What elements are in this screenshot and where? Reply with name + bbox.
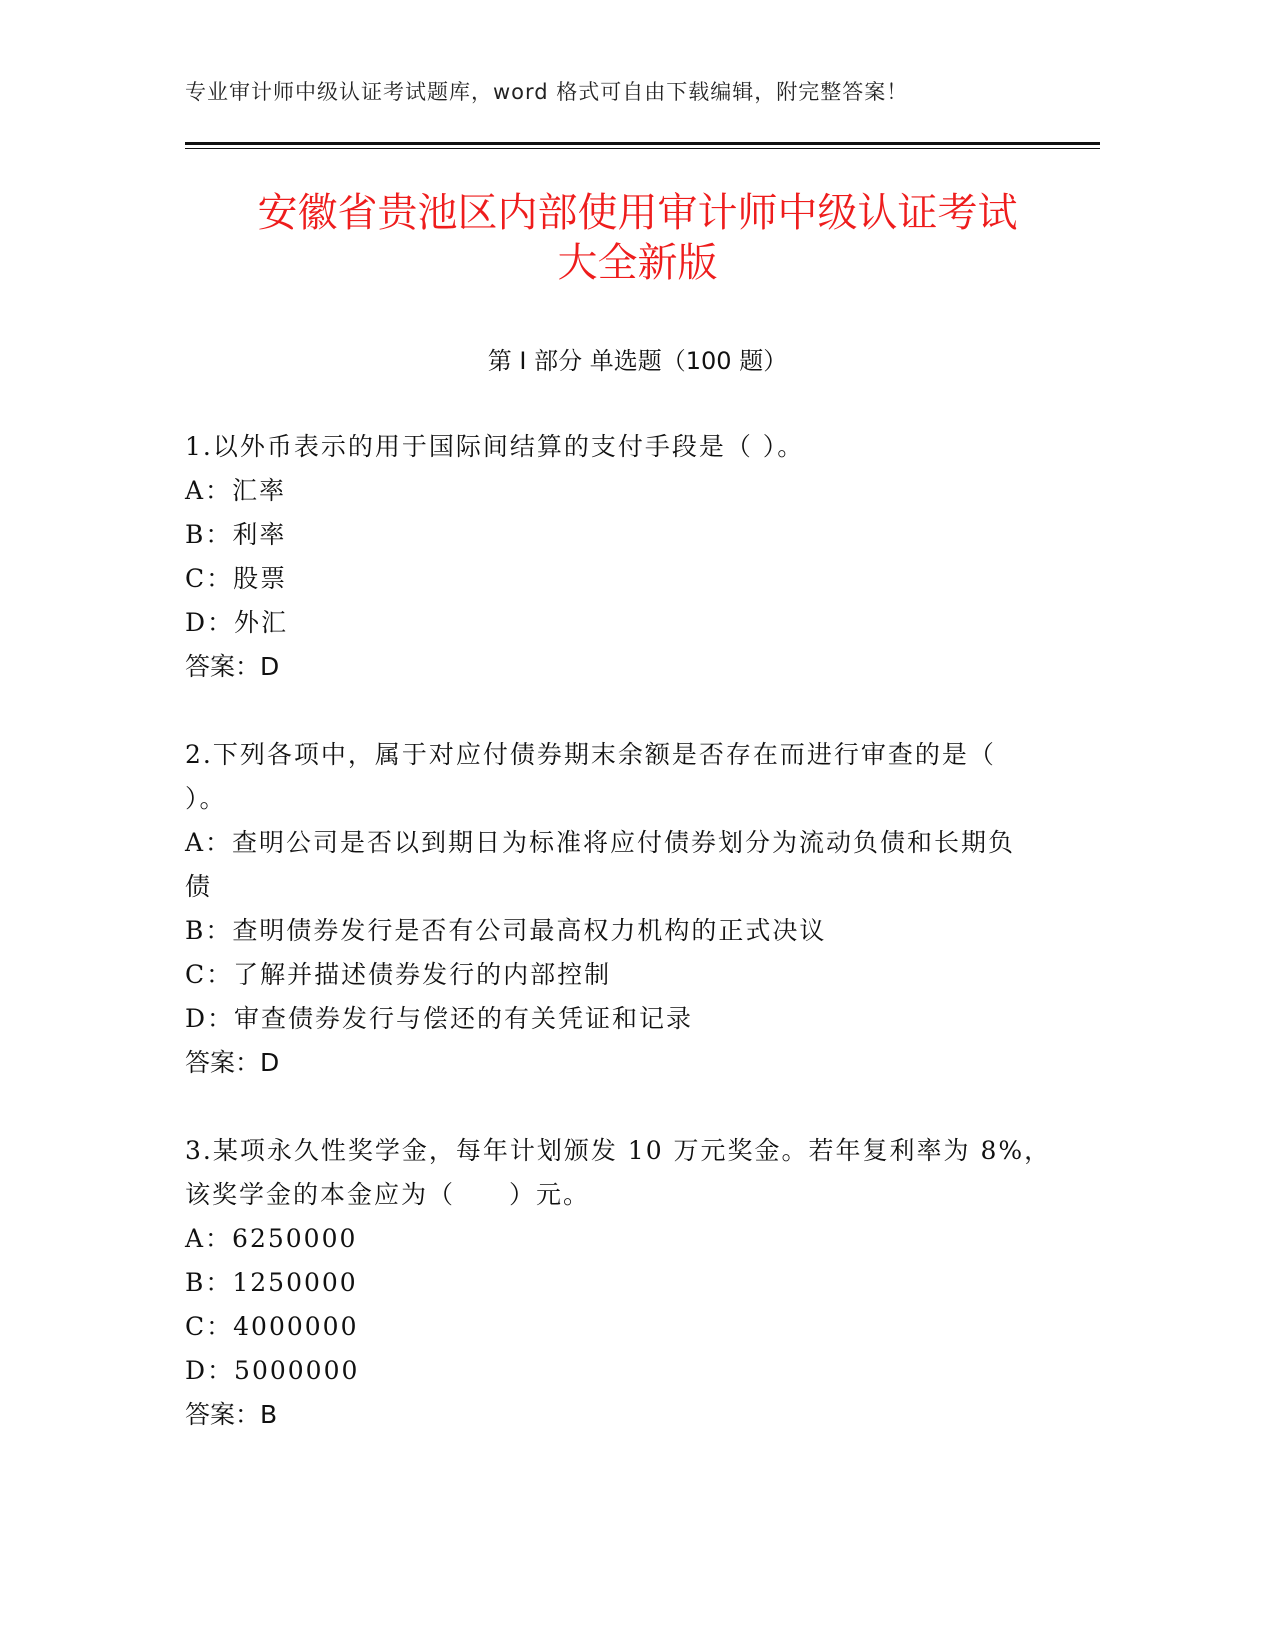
- answer: 答案：B: [185, 1400, 278, 1429]
- question-1: [185, 425, 1065, 689]
- title-line-1: 安徽省贵池区内部使用审计师中级认证考试: [257, 190, 1018, 236]
- question-stem: 2.下列各项中，属于对应付债券期末余额是否存在而进行审查的是（: [185, 740, 996, 769]
- option-b: B：利率: [185, 520, 287, 549]
- document-title: [150, 188, 1125, 288]
- header-rule-thick: [185, 142, 1100, 145]
- title-line-2: 大全新版: [557, 240, 718, 286]
- option-c: C：4000000: [185, 1312, 359, 1341]
- question-stem-cont: 该奖学金的本金应为（ ）元。: [185, 1180, 591, 1209]
- question-stem: 1.以外币表示的用于国际间结算的支付手段是（ ）。: [185, 432, 805, 461]
- question-list: [185, 425, 1065, 1481]
- option-a: A：6250000: [185, 1224, 358, 1253]
- answer: 答案：D: [185, 1048, 280, 1077]
- question-2: [185, 733, 1065, 1085]
- question-3: [185, 1129, 1065, 1437]
- option-a-cont: 债: [185, 872, 213, 901]
- option-c: C：了解并描述债券发行的内部控制: [185, 960, 612, 989]
- option-b: B：查明债券发行是否有公司最高权力机构的正式决议: [185, 916, 827, 945]
- option-d: D：外汇: [185, 608, 289, 637]
- header-note: 专业审计师中级认证考试题库，word 格式可自由下载编辑，附完整答案！: [185, 80, 909, 104]
- section-heading: 第 I 部分 单选题（100 题）: [487, 347, 788, 375]
- answer: 答案：D: [185, 652, 280, 681]
- question-stem-cont: ）。: [185, 784, 227, 813]
- option-a: A：查明公司是否以到期日为标准将应付债券划分为流动负债和长期负: [185, 828, 1016, 857]
- option-c: C：股票: [185, 564, 288, 593]
- header-rule-thin: [185, 148, 1100, 149]
- option-d: D：5000000: [185, 1356, 360, 1385]
- option-b: B：1250000: [185, 1268, 358, 1297]
- option-a: A：汇率: [185, 476, 287, 505]
- question-stem: 3.某项永久性奖学金，每年计划颁发 10 万元奖金。若年复利率为 8%，: [185, 1136, 1052, 1165]
- option-d: D：审查债券发行与偿还的有关凭证和记录: [185, 1004, 694, 1033]
